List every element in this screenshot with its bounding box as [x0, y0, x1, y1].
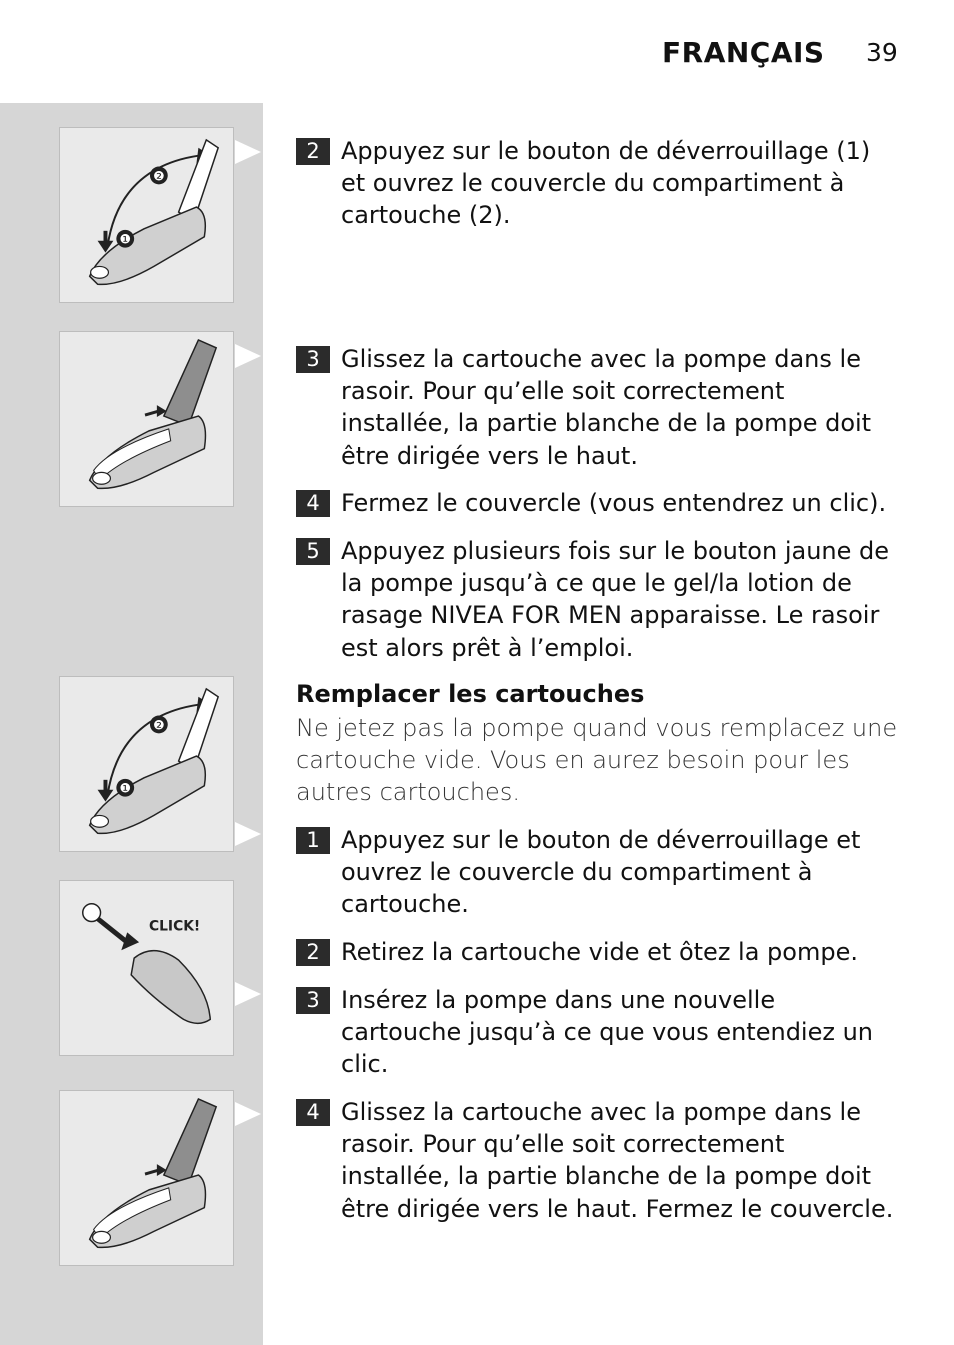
figure-insert-cartridge	[59, 331, 234, 507]
figure-pump-click	[59, 880, 234, 1056]
page-number: 39	[866, 38, 898, 67]
step-item	[296, 1096, 896, 1225]
step-text: Insérez la pompe dans une nouvelle cartouche jusqu’à ce que vous entendiez un clic.	[341, 986, 874, 1079]
step-number-badge: 3	[296, 987, 330, 1014]
step-item	[296, 487, 896, 519]
razor-open-cover-illustration	[60, 128, 233, 302]
figure-3-badge-2: ❷	[153, 718, 165, 734]
figure-3-badge-1: ❶	[119, 781, 132, 797]
figure-pointer	[235, 982, 261, 1006]
figure-pointer	[235, 1102, 261, 1126]
step-number-badge: 4	[296, 1099, 330, 1126]
step-text: Appuyez sur le bouton de déverrouillage et ouvrez le couvercle du compartiment à cartouche.	[341, 826, 861, 919]
figure-1-badge-2: ❷	[153, 169, 165, 185]
section-heading: Remplacer les cartouches	[296, 680, 645, 708]
step-number-badge: 2	[296, 939, 330, 966]
step-number-badge: 2	[296, 138, 330, 165]
step-text: Glissez la cartouche avec la pompe dans le rasoir. Pour qu’elle soit correctement installée, la partie blanche de la pompe doit être dirigée vers le haut. Fermez le couvercle.	[341, 1098, 894, 1223]
step-item	[296, 535, 896, 664]
step-number-badge: 4	[296, 490, 330, 517]
step-number-badge: 5	[296, 538, 330, 565]
step-text: Appuyez plusieurs fois sur le bouton jaune de la pompe jusqu’à ce que le gel/la lotion de rasage NIVEA FOR MEN apparaisse. Le rasoir est alors prêt à l’emploi.	[341, 537, 890, 662]
razor-open-cover-illustration	[60, 677, 233, 851]
figure-open-cover-replace	[59, 676, 234, 852]
razor-insert-cartridge-illustration	[60, 332, 233, 506]
step-item	[296, 936, 896, 968]
figure-open-cover	[59, 127, 234, 303]
step-item	[296, 135, 896, 232]
step-text: Glissez la cartouche avec la pompe dans le rasoir. Pour qu’elle soit correctement installée, la partie blanche de la pompe doit être dirigée vers le haut.	[341, 345, 872, 470]
step-number-badge: 3	[296, 346, 330, 373]
step-item	[296, 343, 896, 472]
figure-pointer	[235, 822, 261, 846]
step-text: Appuyez sur le bouton de déverrouillage (1) et ouvrez le couvercle du compartiment à cartouche (2).	[341, 137, 871, 230]
razor-insert-cartridge-illustration	[60, 1091, 233, 1265]
section-intro: Ne jetez pas la pompe quand vous remplacez une cartouche vide. Vous en aurez besoin pour les autres cartouches.	[296, 714, 898, 807]
step-number-badge: 1	[296, 827, 330, 854]
figure-1-badge-1: ❶	[119, 232, 132, 248]
click-label: CLICK!	[148, 918, 201, 935]
figure-insert-cartridge-close	[59, 1090, 234, 1266]
figure-pointer	[235, 344, 261, 368]
pump-cartridge-click-illustration	[60, 881, 233, 1055]
step-item	[296, 984, 896, 1081]
figure-pointer	[235, 140, 261, 164]
step-item	[296, 824, 896, 921]
step-text: Retirez la cartouche vide et ôtez la pompe.	[341, 938, 858, 966]
page-language-heading: FRANÇAIS	[662, 36, 825, 69]
step-text: Fermez le couvercle (vous entendrez un clic).	[341, 489, 887, 517]
